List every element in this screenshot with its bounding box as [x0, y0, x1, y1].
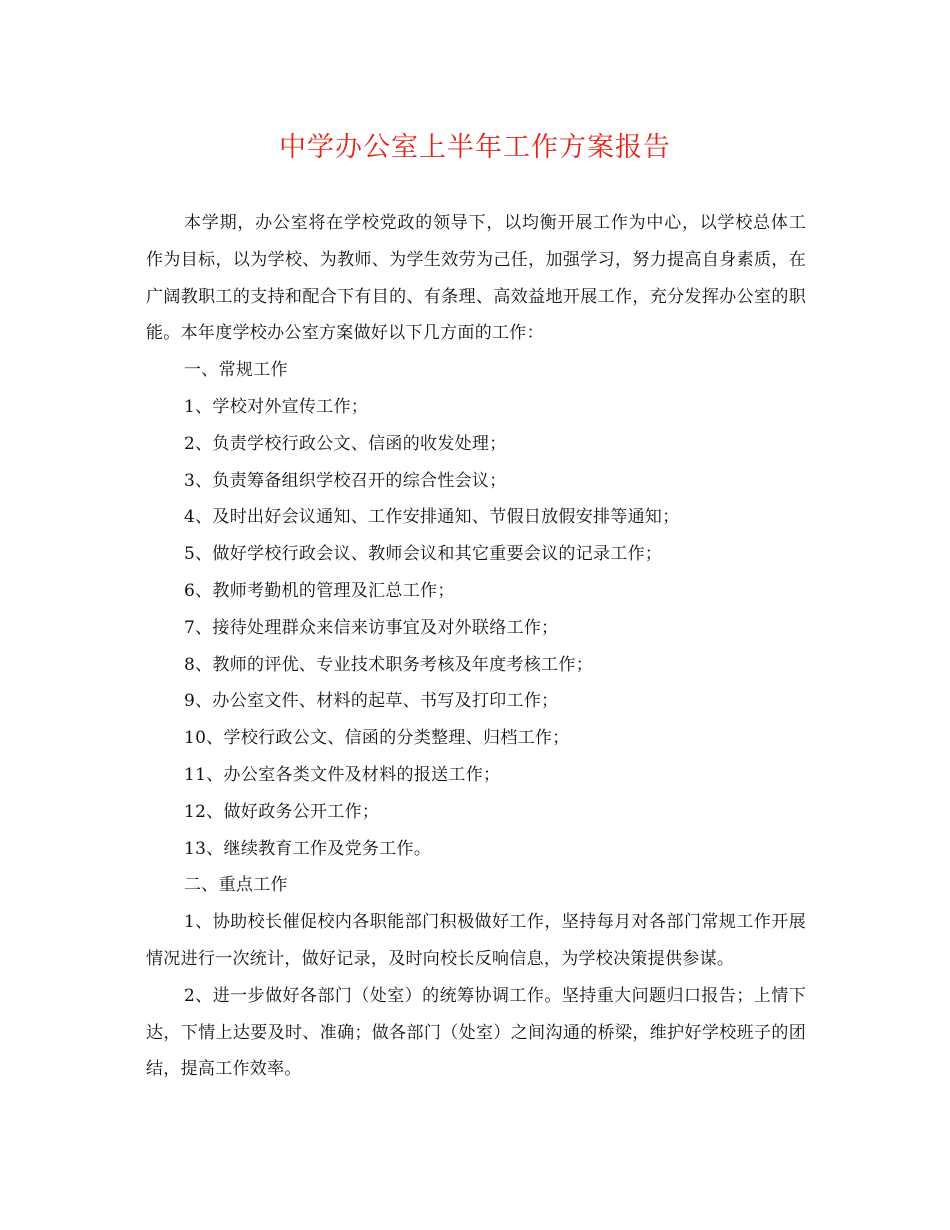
- list-item: 6、教师考勤机的管理及汇总工作；: [184, 580, 455, 601]
- document-body: [146, 205, 806, 1088]
- list-item: 5、做好学校行政会议、教师会议和其它重要会议的记录工作；: [184, 544, 663, 565]
- key-work-paragraph: 2、进一步做好各部门（处室）的统筹协调工作。坚持重大问题归口报告；上情下达，下情上达要及时、准确；做各部门（处室）之间沟通的桥梁，维护好学校班子的团结，提高工作效率。: [146, 985, 806, 1080]
- intro-paragraph: 本学期，办公室将在学校党政的领导下，以均衡开展工作为中心，以学校总体工作为目标，以为学校、为教师、为学生效劳为己任，加强学习，努力提高自身素质，在广阔教职工的支持和配合下有目的、有条理、高效益地开展工作，充分发挥办公室的职能。本年度学校办公室方案做好以下几方面的工作：: [146, 213, 806, 344]
- section-heading-key-work: 二、重点工作: [184, 875, 288, 896]
- list-item: 8、教师的评优、专业技术职务考核及年度考核工作；: [184, 654, 594, 675]
- list-item: 7、接待处理群众来信来访事宜及对外联络工作；: [184, 617, 559, 638]
- section-heading-routine-work: 一、常规工作: [184, 360, 288, 381]
- list-item: 3、负责筹备组织学校召开的综合性会议；: [184, 470, 507, 491]
- list-item: 4、及时出好会议通知、工作安排通知、节假日放假安排等通知；: [184, 507, 680, 528]
- list-item: 13、继续教育工作及党务工作。: [184, 838, 432, 859]
- document-title: 中学办公室上半年工作方案报告: [279, 132, 671, 163]
- key-work-paragraph: 1、协助校长催促校内各职能部门积极做好工作，坚持每月对各部门常规工作开展情况进行一次统计，做好记录，及时向校长反响信息，为学校决策提供参谋。: [146, 912, 806, 969]
- list-item: 2、负责学校行政公文、信函的收发处理；: [184, 433, 507, 454]
- list-item: 9、办公室文件、材料的起草、书写及打印工作；: [184, 691, 559, 712]
- list-item: 10、学校行政公文、信函的分类整理、归档工作；: [184, 728, 570, 749]
- list-item: 11、办公室各类文件及材料的报送工作；: [184, 764, 501, 785]
- list-item: 1、学校对外宣传工作；: [184, 396, 369, 417]
- list-item: 12、做好政务公开工作；: [184, 801, 380, 822]
